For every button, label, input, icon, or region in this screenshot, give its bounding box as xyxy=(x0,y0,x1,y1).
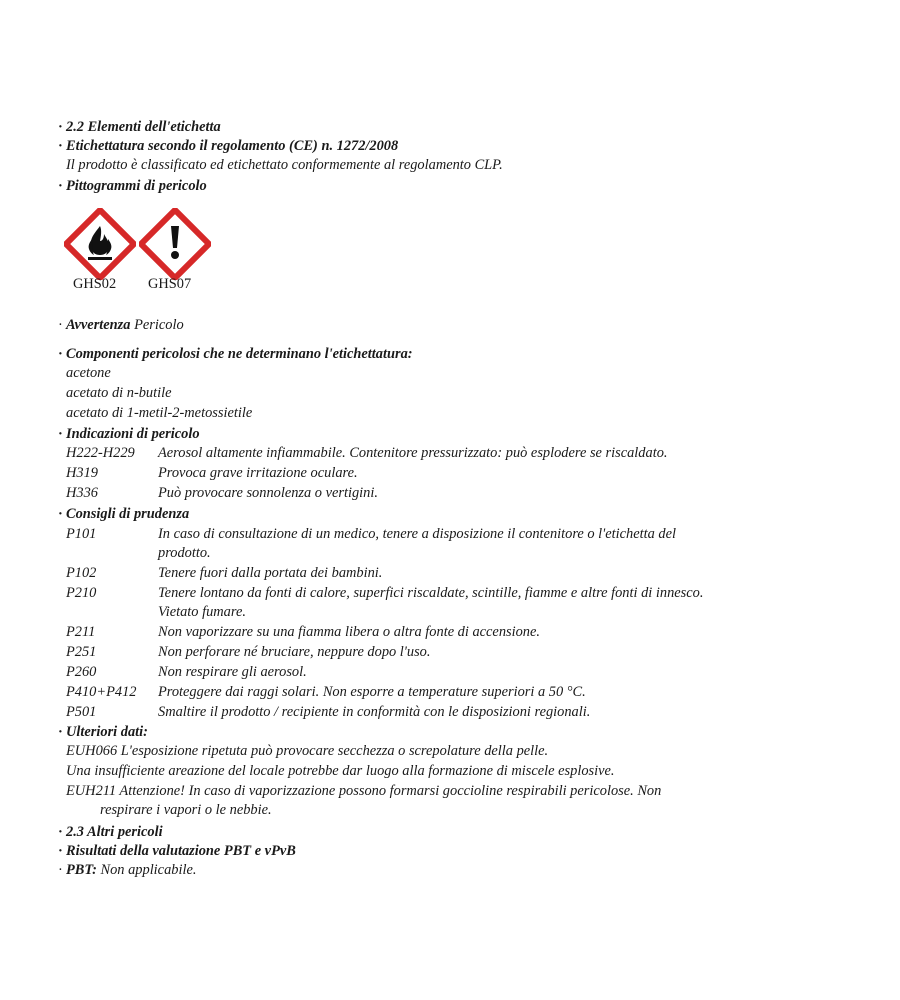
hazard-text: Aerosol altamente infiammabile. Contenitore pressurizzato: può esplodere se riscaldato. xyxy=(158,445,668,461)
precaution-code: P410+P412 xyxy=(66,684,137,700)
component-item: acetato di n-butile xyxy=(66,385,172,401)
precaution-code: P101 xyxy=(66,526,97,542)
precaution-text: Tenere fuori dalla portata dei bambini. xyxy=(158,565,383,581)
precaution-text: In caso di consultazione di un medico, tenere a disposizione il contenitore o l'etichetta del xyxy=(158,526,676,542)
precaution-text: Non respirare gli aerosol. xyxy=(158,664,307,680)
precaution-text: Proteggere dai raggi solari. Non esporre a temperature superiori a 50 °C. xyxy=(158,684,586,700)
hazard-code: H222-H229 xyxy=(66,445,135,461)
precaution-text-cont: Vietato fumare. xyxy=(158,604,246,620)
precaution-code: P102 xyxy=(66,565,97,581)
hazard-text: Provoca grave irritazione oculare. xyxy=(158,465,358,481)
precaution-text: Tenere lontano da fonti di calore, superfici riscaldate, scintille, fiamme e altre fonti di innesco. xyxy=(158,585,704,601)
ghs02-label: GHS02 xyxy=(73,276,117,292)
classification-text: Il prodotto è classificato ed etichettato conformemente al regolamento CLP. xyxy=(66,157,503,173)
hazard-code: H336 xyxy=(66,485,98,501)
precaution-code: P211 xyxy=(66,624,96,640)
precaution-code: P501 xyxy=(66,704,97,720)
precaution-text-cont: prodotto. xyxy=(158,545,211,561)
further-item: EUH211 Attenzione! In caso di vaporizzazione possono formarsi goccioline respirabili pericolose. Non xyxy=(66,783,662,799)
component-item: acetone xyxy=(66,365,111,381)
ghs02-flame-icon xyxy=(64,208,136,280)
safety-data-sheet-page: · 2.2 Elementi dell'etichetta · Etichettatura secondo il regolamento (CE) n. 1272/2008 Il prodotto è classificato ed etichettato conformemente al regolamento CLP. · Pittogrammi di pericolo GHS02 GHS07 · Avvertenza Pericolo · Componenti pericolosi che ne determinano l'etichettatura: acetone acetato di n-butile acetato di 1-metil-2-metossietile · Indicazioni di pericolo H222-H229 Aerosol altamente infiammabile. Contenitore pressurizzato: può esplodere se riscaldato. H319 Provoca grave irritazione oculare. H336 Può provocare sonnolenza o vertigini. · Consigli di prudenza P101 In caso di consultazione di un medico, tenere a disposizione il contenitore o l'etichetta del prodotto. P102 Tenere fuori dalla portata dei bambini. P210 Tenere lontano da fonti di calore, superfici riscaldate, scintille, fiamme e altre fonti di innesco. Vietato fumare. P211 Non vaporizzare su una fiamma libera o altra fonte di accensione. P251 Non perforare né bruciare, neppure dopo l'uso. P260 Non respirare gli aerosol. P410+P412 Proteggere dai raggi solari. Non esporre a temperature superiori a 50 °C. P501 Smaltire il prodotto / recipiente in conformità con le disposizioni regionali. · Ulteriori dati: EUH066 L'esposizione ripetuta può provocare secchezza o screpolature della pelle. Una insufficiente areazione del locale potrebbe dar luogo alla formazione di miscele esplosive. EUH211 Attenzione! In caso di vaporizzazione possono formarsi goccioline respirabili pericolose. Non respirare i vapori o le nebbie. · 2.3 Altri pericoli · Risultati della valutazione PBT e vPvB · PBT: Non applicabile. xyxy=(58,119,704,878)
precaution-code: P210 xyxy=(66,585,97,601)
precaution-text: Smaltire il prodotto / recipiente in conformità con le disposizioni regionali. xyxy=(158,704,591,720)
ghs07-label: GHS07 xyxy=(148,276,192,292)
hazard-code: H319 xyxy=(66,465,98,481)
hazard-text: Può provocare sonnolenza o vertigini. xyxy=(158,485,378,501)
further-item: Una insufficiente areazione del locale potrebbe dar luogo alla formazione di miscele esplosive. xyxy=(66,763,615,779)
precaution-code: P260 xyxy=(66,664,97,680)
ghs07-exclamation-icon xyxy=(139,208,211,280)
further-item: EUH066 L'esposizione ripetuta può provocare secchezza o screpolature della pelle. xyxy=(66,743,549,759)
component-item: acetato di 1-metil-2-metossietile xyxy=(66,405,253,421)
precaution-code: P251 xyxy=(66,644,97,660)
precaution-text: Non perforare né bruciare, neppure dopo l'uso. xyxy=(158,644,431,660)
further-item: respirare i vapori o le nebbie. xyxy=(100,802,272,818)
precaution-text: Non vaporizzare su una fiamma libera o altra fonte di accensione. xyxy=(158,624,540,640)
